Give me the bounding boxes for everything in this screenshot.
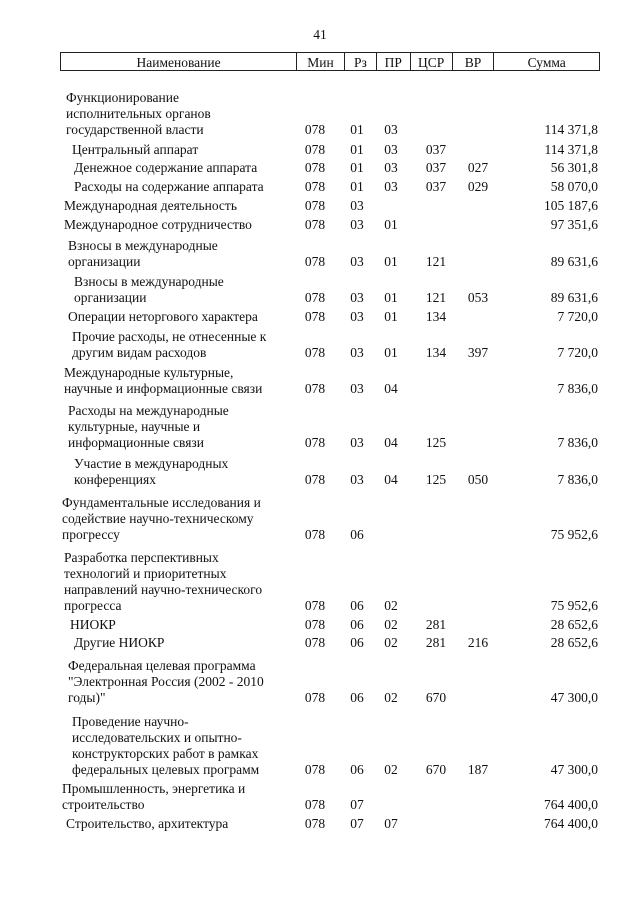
row-name: Прочие расходы, не отнесенные к другим видам расходов bbox=[72, 329, 267, 360]
row-rz: 03 bbox=[350, 472, 364, 487]
row-csr: 037 bbox=[425, 160, 447, 175]
row-name: Участие в международных конференциях bbox=[74, 456, 229, 487]
row-rz: 06 bbox=[350, 598, 364, 613]
row-name: Международная деятельность bbox=[64, 198, 237, 213]
row-min: 078 bbox=[304, 797, 326, 812]
row-min: 078 bbox=[304, 142, 326, 157]
row-vr: 029 bbox=[467, 179, 489, 194]
row-name: Фундаментальные исследования и содействие научно-техническому прогрессу bbox=[62, 495, 261, 542]
row-min: 078 bbox=[304, 179, 326, 194]
row-pr: 01 bbox=[384, 290, 398, 305]
row-sum: 47 300,0 bbox=[550, 762, 598, 777]
row-min: 078 bbox=[304, 160, 326, 175]
row-csr: 134 bbox=[425, 345, 447, 360]
row-vr: 187 bbox=[467, 762, 489, 777]
row-min: 078 bbox=[304, 217, 326, 232]
header-rz: Рз bbox=[344, 53, 376, 70]
row-vr: 397 bbox=[467, 345, 489, 360]
row-csr: 037 bbox=[425, 142, 447, 157]
row-rz: 03 bbox=[350, 381, 364, 396]
row-sum: 7 836,0 bbox=[557, 472, 598, 487]
row-min: 078 bbox=[304, 254, 326, 269]
row-rz: 01 bbox=[350, 142, 364, 157]
row-rz: 03 bbox=[350, 435, 364, 450]
row-name: Функционирование исполнительных органов государственной власти bbox=[66, 90, 211, 137]
row-pr: 03 bbox=[384, 160, 398, 175]
row-min: 078 bbox=[304, 635, 326, 650]
row-name: Проведение научно- исследовательских и опытно- конструкторских работ в рамках федеральных целевых программ bbox=[72, 714, 260, 777]
row-pr: 02 bbox=[384, 635, 398, 650]
row-sum: 58 070,0 bbox=[550, 179, 598, 194]
row-rz: 01 bbox=[350, 179, 364, 194]
page-number: 41 bbox=[313, 27, 327, 42]
row-rz: 01 bbox=[350, 160, 364, 175]
row-min: 078 bbox=[304, 290, 326, 305]
row-sum: 114 371,8 bbox=[544, 142, 598, 157]
row-sum: 56 301,8 bbox=[550, 160, 598, 175]
row-name: Операции неторгового характера bbox=[68, 309, 258, 324]
row-min: 078 bbox=[304, 527, 326, 542]
row-sum: 7 720,0 bbox=[557, 309, 598, 324]
row-sum: 105 187,6 bbox=[544, 198, 598, 213]
row-min: 078 bbox=[304, 598, 326, 613]
row-pr: 01 bbox=[384, 217, 398, 232]
row-rz: 06 bbox=[350, 527, 364, 542]
row-pr: 03 bbox=[384, 122, 398, 137]
row-name: Взносы в международные организации bbox=[68, 238, 218, 269]
row-pr: 02 bbox=[384, 690, 398, 705]
row-rz: 03 bbox=[350, 198, 364, 213]
header-sum: Сумма bbox=[493, 53, 599, 70]
row-min: 078 bbox=[304, 762, 326, 777]
row-csr: 281 bbox=[425, 635, 447, 650]
row-pr: 01 bbox=[384, 309, 398, 324]
row-rz: 01 bbox=[350, 122, 364, 137]
row-sum: 764 400,0 bbox=[544, 816, 598, 831]
row-sum: 764 400,0 bbox=[544, 797, 598, 812]
row-rz: 06 bbox=[350, 617, 364, 632]
row-pr: 01 bbox=[384, 254, 398, 269]
row-pr: 02 bbox=[384, 598, 398, 613]
row-pr: 01 bbox=[384, 345, 398, 360]
row-sum: 47 300,0 bbox=[550, 690, 598, 705]
row-sum: 28 652,6 bbox=[550, 635, 598, 650]
row-name: Центральный аппарат bbox=[72, 142, 199, 157]
row-csr: 125 bbox=[425, 435, 447, 450]
row-min: 078 bbox=[304, 122, 326, 137]
row-name: Промышленность, энергетика и строительство bbox=[62, 781, 246, 812]
header-csr: ЦСР bbox=[410, 53, 452, 70]
row-vr: 053 bbox=[467, 290, 489, 305]
row-min: 078 bbox=[304, 617, 326, 632]
row-min: 078 bbox=[304, 816, 326, 831]
row-rz: 03 bbox=[350, 345, 364, 360]
row-rz: 06 bbox=[350, 690, 364, 705]
row-name: Расходы на содержание аппарата bbox=[74, 179, 264, 194]
row-csr: 281 bbox=[425, 617, 447, 632]
row-name: НИОКР bbox=[70, 617, 116, 632]
row-sum: 89 631,6 bbox=[550, 254, 598, 269]
row-vr: 027 bbox=[467, 160, 489, 175]
row-rz: 03 bbox=[350, 217, 364, 232]
row-csr: 134 bbox=[425, 309, 447, 324]
row-csr: 670 bbox=[425, 762, 447, 777]
row-sum: 7 720,0 bbox=[557, 345, 598, 360]
row-rz: 03 bbox=[350, 254, 364, 269]
row-rz: 06 bbox=[350, 762, 364, 777]
row-sum: 7 836,0 bbox=[557, 435, 598, 450]
header-name: Наименование bbox=[136, 55, 221, 70]
row-sum: 28 652,6 bbox=[550, 617, 598, 632]
row-pr: 04 bbox=[384, 435, 398, 450]
row-sum: 97 351,6 bbox=[550, 217, 598, 232]
row-min: 078 bbox=[304, 381, 326, 396]
row-csr: 121 bbox=[425, 290, 447, 305]
row-vr: 050 bbox=[467, 472, 489, 487]
row-csr: 121 bbox=[425, 254, 447, 269]
row-min: 078 bbox=[304, 345, 326, 360]
row-name: Федеральная целевая программа "Электронная Россия (2002 - 2010 годы)" bbox=[68, 658, 264, 705]
row-name: Строительство, архитектура bbox=[66, 816, 229, 831]
row-sum: 89 631,6 bbox=[550, 290, 598, 305]
row-pr: 04 bbox=[384, 381, 398, 396]
row-min: 078 bbox=[304, 198, 326, 213]
row-rz: 06 bbox=[350, 635, 364, 650]
row-csr: 670 bbox=[425, 690, 447, 705]
row-min: 078 bbox=[304, 435, 326, 450]
row-rz: 03 bbox=[350, 309, 364, 324]
row-vr: 216 bbox=[467, 635, 489, 650]
row-name: Другие НИОКР bbox=[74, 635, 165, 650]
row-name: Международные культурные, научные и информационные связи bbox=[64, 365, 263, 396]
row-csr: 037 bbox=[425, 179, 447, 194]
row-pr: 02 bbox=[384, 762, 398, 777]
row-name: Взносы в международные организации bbox=[74, 274, 224, 305]
header-vr: ВР bbox=[452, 53, 494, 70]
row-rz: 07 bbox=[350, 816, 364, 831]
row-sum: 75 952,6 bbox=[550, 598, 598, 613]
row-sum: 75 952,6 bbox=[550, 527, 598, 542]
header-min: Мин bbox=[296, 53, 344, 70]
row-name: Разработка перспективных технологий и приоритетных направлений научно-технического прогресса bbox=[64, 550, 263, 613]
row-pr: 02 bbox=[384, 617, 398, 632]
row-name: Денежное содержание аппарата bbox=[74, 160, 258, 175]
row-rz: 03 bbox=[350, 290, 364, 305]
row-min: 078 bbox=[304, 472, 326, 487]
header-pr: ПР bbox=[376, 53, 410, 70]
row-min: 078 bbox=[304, 309, 326, 324]
row-pr: 04 bbox=[384, 472, 398, 487]
row-sum: 114 371,8 bbox=[544, 122, 598, 137]
row-min: 078 bbox=[304, 690, 326, 705]
row-name: Международное сотрудничество bbox=[64, 217, 252, 232]
row-rz: 07 bbox=[350, 797, 364, 812]
row-name: Расходы на международные культурные, научные и информационные связи bbox=[68, 403, 229, 450]
row-pr: 03 bbox=[384, 142, 398, 157]
row-sum: 7 836,0 bbox=[557, 381, 598, 396]
row-pr: 03 bbox=[384, 179, 398, 194]
row-csr: 125 bbox=[425, 472, 447, 487]
row-pr: 07 bbox=[384, 816, 398, 831]
